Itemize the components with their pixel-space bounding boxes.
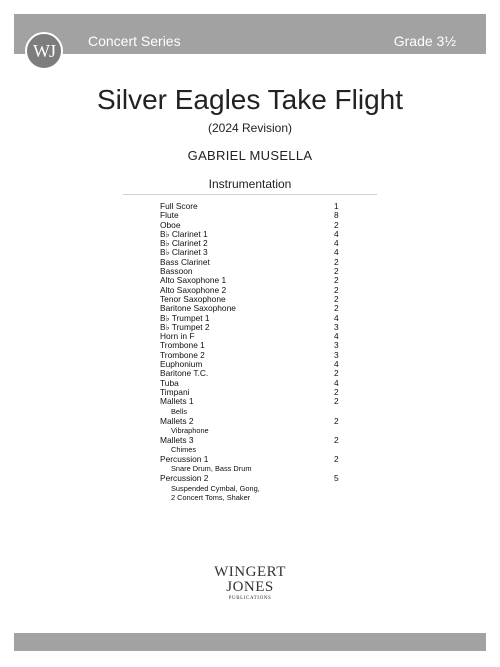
heading-divider (123, 194, 377, 195)
composer-name: GABRIEL MUSELLA (187, 148, 313, 163)
instrument-name: Euphonium (160, 359, 203, 370)
instrument-quantity: 2 (334, 415, 339, 426)
publisher-line-2: JONES (226, 579, 274, 595)
page-title: Silver Eagles Take Flight (96, 84, 404, 115)
instrument-quantity: 2 (334, 284, 339, 295)
grade-label: Grade 3½ (393, 33, 456, 49)
instrument-name: B♭ Trumpet 2 (160, 321, 210, 332)
instrument-detail-group (160, 426, 350, 435)
instrument-name: Timpani (160, 386, 190, 397)
instrument-detail: Suspended Cymbal, Gong, (171, 483, 260, 493)
instrument-quantity: 3 (334, 321, 339, 332)
instrument-quantity: 2 (334, 368, 339, 379)
instrument-name: Mallets 1 (160, 396, 194, 407)
instrument-detail: Bells (171, 406, 188, 416)
instrument-name: B♭ Trumpet 1 (160, 312, 210, 323)
instrument-row (160, 369, 350, 378)
instrument-name: Mallets 3 (160, 434, 194, 445)
instrument-detail: Chimes (171, 445, 197, 455)
wj-logo-icon (25, 32, 63, 70)
instrument-quantity: 2 (334, 256, 339, 267)
instrument-quantity: 2 (334, 266, 339, 277)
instrument-quantity: 2 (334, 293, 339, 304)
instrument-row (160, 397, 350, 406)
instrument-quantity: 4 (334, 247, 339, 258)
instrument-quantity: 5 (334, 473, 339, 484)
instrument-name: Bassoon (160, 266, 193, 277)
instrument-name: Tuba (160, 377, 179, 388)
instrument-quantity: 3 (334, 349, 339, 360)
instrument-row (160, 211, 350, 220)
instrument-name: Percussion 1 (160, 454, 209, 465)
instrument-quantity: 2 (334, 275, 339, 286)
instrument-quantity: 8 (334, 210, 339, 221)
instrument-detail-group (160, 445, 350, 454)
instrument-name: Percussion 2 (160, 473, 209, 484)
instrument-name: B♭ Clarinet 2 (160, 238, 208, 249)
instrument-name: Full Score (160, 201, 198, 211)
instrument-name: Alto Saxophone 2 (160, 284, 227, 295)
instrumentation-heading: Instrumentation (208, 177, 292, 191)
page-subtitle: (2024 Revision) (207, 121, 293, 135)
instrument-detail-group (160, 407, 350, 416)
publisher-line-1: WINGERT (214, 564, 286, 580)
instrument-name: Alto Saxophone 1 (160, 275, 227, 286)
instrument-name: Baritone Saxophone (160, 303, 236, 314)
header-bar (14, 14, 486, 54)
instrument-detail-group (160, 484, 350, 502)
instrument-quantity: 4 (334, 312, 339, 323)
instrument-detail: Vibraphone (171, 425, 209, 435)
instrument-name: Oboe (160, 219, 181, 230)
publisher-logo (205, 565, 295, 602)
instrument-quantity: 4 (334, 377, 339, 388)
instrument-quantity: 1 (334, 201, 339, 211)
instrument-detail: 2 Concert Toms, Shaker (171, 492, 251, 502)
instrument-quantity: 2 (334, 396, 339, 407)
instrument-name: Trombone 1 (160, 340, 205, 351)
instrument-name: Baritone T.C. (160, 368, 209, 379)
instrument-name: Mallets 2 (160, 415, 194, 426)
instrument-quantity: 4 (334, 238, 339, 249)
instrument-quantity: 2 (334, 386, 339, 397)
instrument-quantity: 2 (334, 434, 339, 445)
instrument-row (160, 436, 350, 445)
series-label: Concert Series (88, 33, 181, 49)
footer-bar (14, 633, 486, 651)
instrument-row (160, 474, 350, 483)
instrument-quantity: 4 (334, 228, 339, 239)
instrument-quantity: 4 (334, 331, 339, 342)
publisher-line-3: PUBLICATIONS (228, 596, 272, 601)
instrument-name: Tenor Saxophone (160, 293, 226, 304)
instrument-row (160, 417, 350, 426)
instrument-name: Horn in F (160, 331, 195, 342)
instrument-name: Flute (160, 210, 179, 221)
instrument-quantity: 2 (334, 219, 339, 230)
instrument-name: B♭ Clarinet 1 (160, 228, 208, 239)
instrument-name: Trombone 2 (160, 349, 205, 360)
instrumentation-list (160, 202, 350, 503)
instrument-row (160, 202, 350, 211)
instrument-quantity: 4 (334, 359, 339, 370)
logo-text: WJ (33, 40, 55, 61)
instrument-quantity: 2 (334, 454, 339, 465)
instrument-row (160, 455, 350, 464)
instrument-quantity: 2 (334, 303, 339, 314)
instrument-name: B♭ Clarinet 3 (160, 247, 208, 258)
instrument-detail: Snare Drum, Bass Drum (171, 464, 252, 474)
instrument-name: Bass Clarinet (160, 256, 210, 267)
instrument-detail-group (160, 464, 350, 473)
instrument-quantity: 3 (334, 340, 339, 351)
